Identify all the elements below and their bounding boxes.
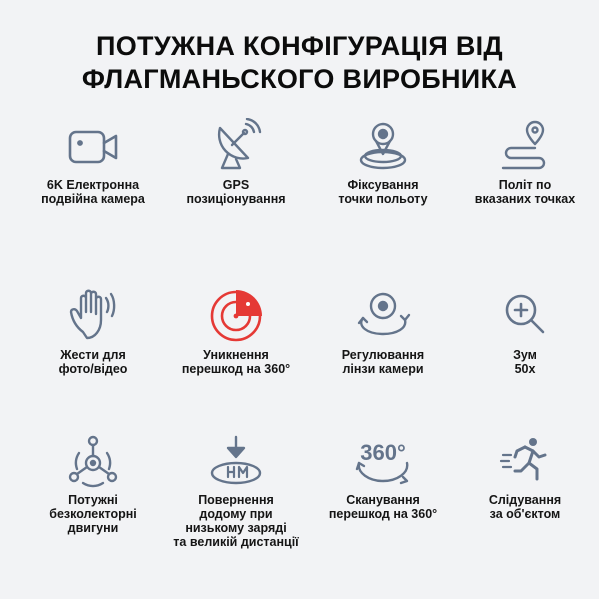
location-pin-icon — [353, 118, 413, 174]
feature-label-line: перешкод на 360° — [328, 507, 438, 521]
lens-rotate-icon — [353, 288, 413, 344]
feature-follow — [450, 433, 599, 553]
feature-label-line: Зум — [513, 348, 537, 362]
page-title — [0, 30, 599, 96]
feature-waypoints — [450, 118, 599, 238]
feature-gps — [161, 118, 311, 238]
feature-label-line: Потужні — [68, 493, 118, 507]
route-icon — [495, 118, 555, 174]
feature-return-home — [161, 433, 311, 553]
feature-label-line: двигуни — [67, 521, 119, 535]
return-home-icon — [206, 433, 266, 489]
feature-label-line: GPS — [222, 178, 250, 192]
follow-runner-icon — [495, 433, 555, 489]
satellite-dish-icon — [206, 118, 266, 174]
feature-label-line: 6K Електронна — [46, 178, 140, 192]
scan-360-icon — [353, 433, 413, 489]
feature-lens-adjust — [308, 288, 458, 408]
feature-label-line: Жести для — [60, 348, 126, 362]
motor-icon — [63, 433, 123, 489]
feature-label-line: Слідування — [488, 493, 562, 507]
features-grid — [0, 118, 599, 558]
feature-label-line: вказаних точках — [474, 192, 576, 206]
feature-obstacle-avoidance — [161, 288, 311, 408]
hand-gesture-icon — [63, 288, 123, 344]
feature-motors — [18, 433, 168, 553]
feature-label-line: Політ по — [498, 178, 552, 192]
feature-label-line: 50х — [514, 362, 536, 376]
feature-label-line: лінзи камери — [342, 362, 424, 376]
feature-label-line: та великій дистанції — [173, 535, 299, 549]
feature-label-line: безколекторні — [49, 507, 137, 521]
title-line-1: ПОТУЖНА КОНФІГУРАЦІЯ ВІД — [96, 31, 503, 61]
title-line-2: ФЛАГМАНЬСКОГО ВИРОБНИКА — [81, 64, 518, 94]
feature-label-line: низькому заряді — [185, 521, 287, 535]
feature-label-line: Повернення — [198, 493, 274, 507]
scan-360-text: 360° — [360, 440, 406, 465]
feature-label-line: подвійна камера — [41, 192, 145, 206]
zoom-icon — [495, 288, 555, 344]
feature-label-line: Регулювання — [341, 348, 425, 362]
feature-scan-360 — [308, 433, 458, 553]
camera-icon — [63, 118, 123, 174]
feature-label-line: Фіксування — [347, 178, 419, 192]
feature-label-line: фото/відео — [58, 362, 128, 376]
feature-label-line: позиціонування — [186, 192, 286, 206]
feature-label-line: за об'єктом — [489, 507, 561, 521]
feature-label-line: Уникнення — [203, 348, 269, 362]
feature-label-line: додому при — [199, 507, 273, 521]
feature-zoom — [450, 288, 599, 408]
feature-label-line: перешкод на 360° — [181, 362, 291, 376]
feature-gestures — [18, 288, 168, 408]
feature-camera — [18, 118, 168, 238]
radar-icon — [206, 288, 266, 344]
feature-label-line: точки польоту — [338, 192, 428, 206]
feature-label-line: Сканування — [346, 493, 420, 507]
feature-fix-point — [308, 118, 458, 238]
